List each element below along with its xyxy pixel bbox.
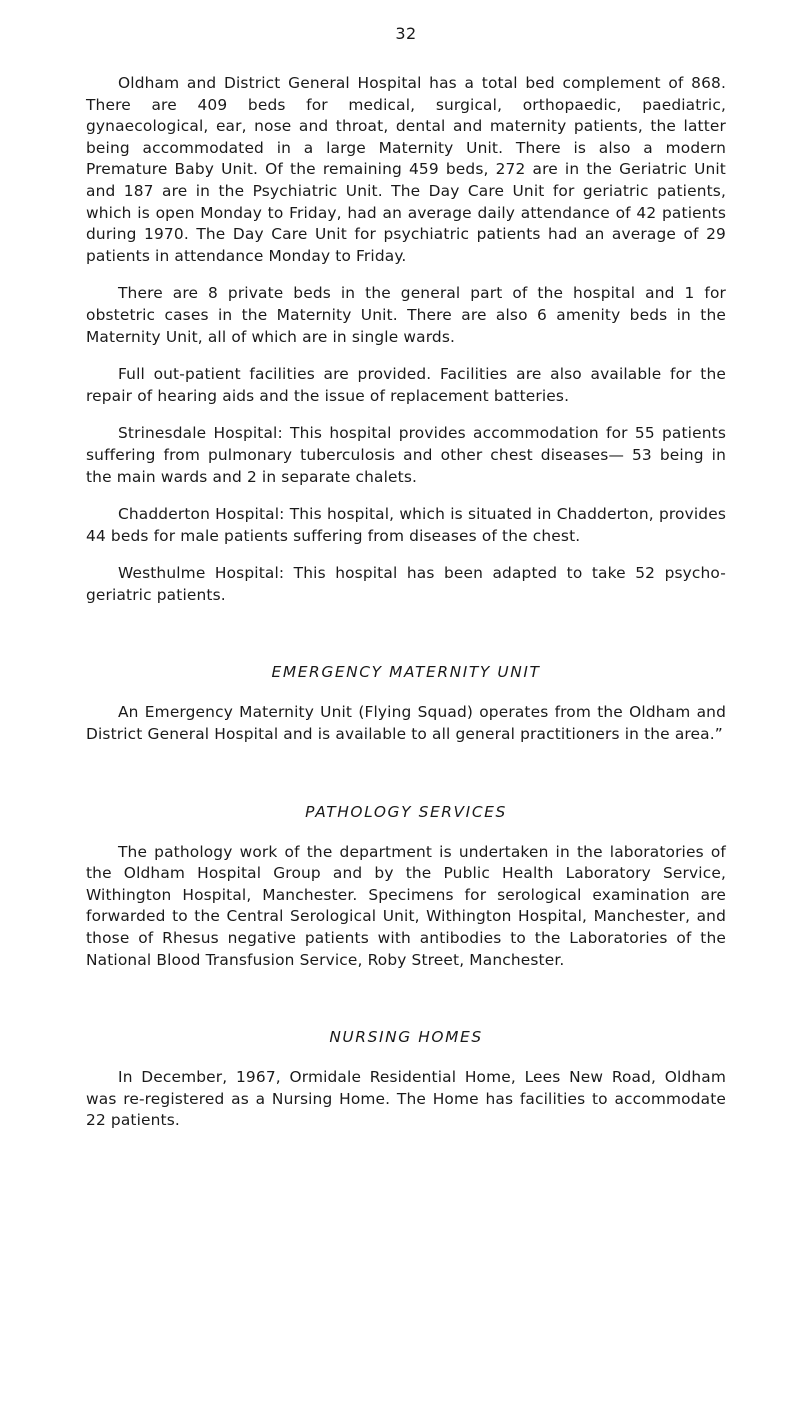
paragraph-private-beds: There are 8 private beds in the general part of the hospital and 1 for obstetric cases in the Maternity Unit. There are also 6 amenity beds in the Maternity Unit, all of which are in single wards. [86,284,726,346]
paragraph-oldham-general: Oldham and District General Hospital has a total bed complement of 868. There are 409 beds for medical, surgical, orthopaedic, paediatric, gynaecological, ear, nose and throat, dental and maternity patients, the latter being accommodated in a large Maternity Unit. There is also a modern Premature Baby Unit. Of the remaining 459 beds, 272 are in the Geriatric Unit and 187 are in the Psychiatric Unit. The Day Care Unit for geriatric patients, which is open Monday to Friday, had an average daily attendance of 42 patients during 1970. The Day Care Unit for psychiatric patients had an average of 29 patients in attendance Monday to Friday. [86,74,726,265]
paragraph-chadderton: Chadderton Hospital: This hospital, which is situated in Chadderton, provides 44 beds for male patients suffering from diseases of the chest. [86,505,726,545]
paragraph-nursing-homes: In December, 1967, Ormidale Residential Home, Lees New Road, Oldham was re-registered as a Nursing Home. The Home has facilities to accommodate 22 patients. [86,1068,726,1130]
heading-nursing-homes: NURSING HOMES [329,1028,483,1047]
paragraph-out-patient: Full out-patient facilities are provided. Facilities are also available for the repair of hearing aids and the issue of replacement batteries. [86,365,726,405]
heading-pathology-services: PATHOLOGY SERVICES [305,802,507,821]
paragraph-emergency-maternity: An Emergency Maternity Unit (Flying Squad) operates from the Oldham and District General Hospital and is available to all general practitioners in the area.” [86,703,726,744]
paragraph-westhulme: Westhulme Hospital: This hospital has been adapted to take 52 psycho-geriatric patients. [86,564,726,604]
paragraph-strinesdale: Strinesdale Hospital: This hospital provides accommodation for 55 patients suffering from pulmonary tuberculosis and other chest diseases— 53 being in the main wards and 2 in separate chalets. [86,424,726,486]
document-body [86,73,726,1148]
heading-emergency-maternity: EMERGENCY MATERNITY UNIT [271,663,541,682]
page-number: 32 [395,24,417,43]
paragraph-pathology: The pathology work of the department is undertaken in the laboratories of the Oldham Hospital Group and by the Public Health Laboratory Service, Withington Hospital, Manchester. Specimens for serological examination are forwarded to the Central Serological Unit, Withington Hospital, Manchester, and those of Rhesus negative patients with antibodies to the Laboratories of the National Blood Transfusion Service, Roby Street, Manchester. [86,842,726,969]
